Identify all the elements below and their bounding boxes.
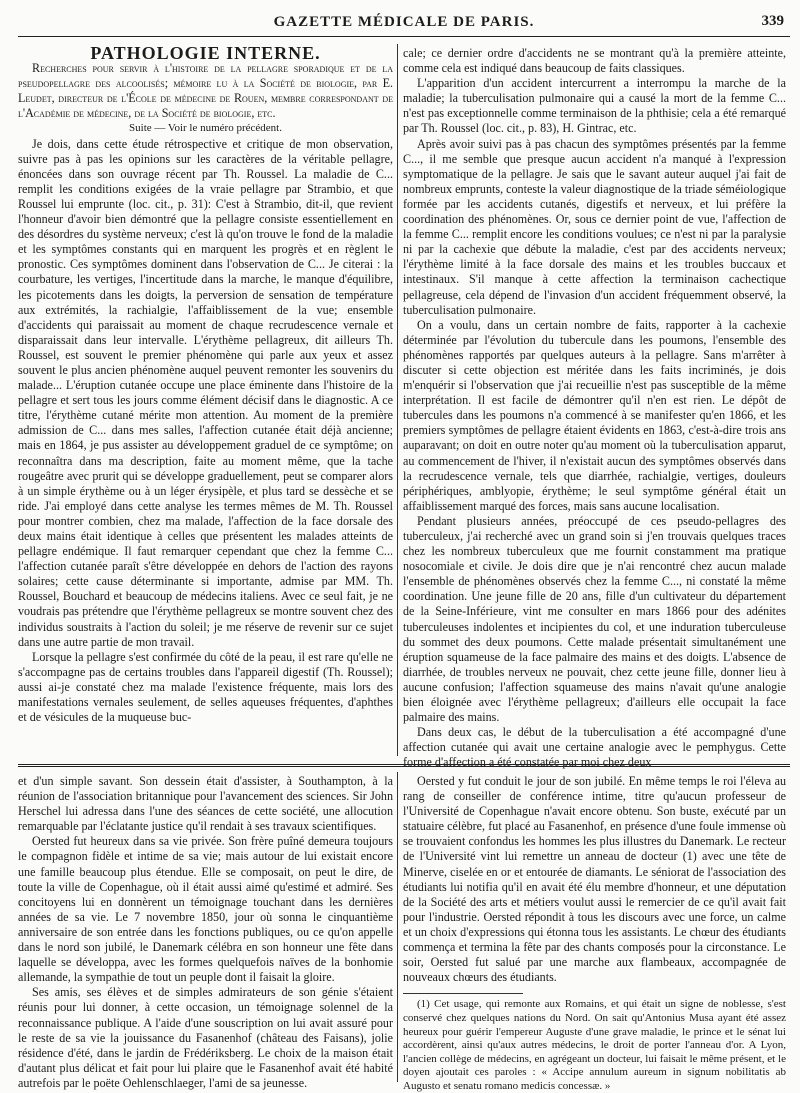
article-intro: Recherches pour servir à l'histoire de la pellagre sporadique et de la pseudopellagre des alcoolisés; mémoire lu à la Société de biologie, par E. Leudet, directeur de l'École de médecine de Rouen, membre correspondant de l'Académie de médecine, de la Société de biologie, etc.: [18, 61, 393, 121]
feuilleton-divider: [18, 764, 790, 770]
paragraph: cale; ce dernier ordre d'accidents ne se montrant qu'à la première atteinte, comme cela est indiqué dans beaucoup de faits classiques.: [403, 46, 786, 76]
article-column-left: [18, 43, 393, 754]
paragraph: Lorsque la pellagre s'est confirmée du côté de la peau, il est rare qu'elle ne s'accompagne pas de certains troubles dans l'appareil digestif (Th. Roussel); aussi ai-je constaté chez ma malade l'existence fréquente, mais lors des manifestations vernales seulement, de selles aqueuses fréquentes, d'aphthes et de vésicules de la muqueuse buc-: [18, 649, 393, 725]
paragraph: Oersted y fut conduit le jour de son jubilé. En même temps le roi l'éleva au rang de conseiller de conférence intime, titre qu'aucun professeur de l'Université de Copenhague n'avait encore obtenu. Son buste, exécuté par un statuaire célèbre, fut placé au Fasanenhof, en présence d'une foule immense où se trouvaient confondus les hommes les plus illustres du Danemark. Le recteur de l'Université vint lui remettre un anneau de docteur (1) avec une tête de Minerve, ciselée en or et entourée de diamants. Le séniorat de l'association des étudiants lui notifia qu'il en avait été élu membre d'honneur, et une députation de la Société des arts et métiers voulut aussi le remercier de ce qu'il avait fait pour l'industrie. Oersted répondit à tous les discours avec une force, un calme et un choix d'expressions qui étonna tous les assistants. Le chœur des étudiants commença et termina la fête par des chants composés pour la circonstance. Le soir, Oersted fut salué par une marche aux flambeaux, accompagnée de nouveaux chœurs des étudiants.: [403, 774, 786, 985]
section-title: PATHOLOGIE INTERNE.: [90, 43, 321, 63]
paragraph: et d'un simple savant. Son dessein était d'assister, à Southampton, à la réunion de l'association britannique pour l'avancement des sciences. Sir John Herschel lui adressa dans l'une des séances de cette société, une allocution remarquable par l'éclatante justice qu'il rendait à ses travaux scientifiques.: [18, 774, 393, 834]
page-number: 339: [761, 13, 784, 29]
footnote: (1) Cet usage, qui remonte aux Romains, et qui était un signe de noblesse, s'est conservé chez quelques nations du Nord. On sait qu'Antonius Musa ayant été assez heureux pour guérir l'empereur Auguste d'une grave maladie, le prince et le sénat lui accordèrent, ainsi qu'aux autres médecins, le droit de porter l'anneau d'or. A Lyon, l'ancien collège de médecins, en agrégeant un docteur, lui faisait le même présent, et le doyen ajoutait ces paroles : « Accipe annulum aureum in signum nobilitatis ab Augusto et senatu romano medicis concessæ. »: [403, 998, 786, 1092]
paragraph: Je dois, dans cette étude rétrospective et critique de mon observation, suivre pas à pas les opinions sur les caractères de la véritable pellagre, énoncées dans son ouvrage récent par Th. Roussel. La maladie de C... remplit les conditions exigées de la vraie pellagre par Strambio, et que Roussel lui emprunte (loc. cit., p. 31): C'est à Strambio, dit-il, que revient l'honneur d'avoir bien démontré que la pellagre consiste essentiellement en des désordres du système nerveux; c'est là qu'on trouve le fond de la maladie et les symptômes constants qui en marquent les progrès et en règlent le pronostic. Ces symptômes dominent dans l'observation de C... Je citerai : la courbature, les vertiges, l'incertitude dans la marche, le manque d'équilibre, les picotements dans les doigts, la perversion de sensation de température aux extrémités, la rachialgie, l'affaiblissement de la vue; ensemble d'accidents qui paraissait au moment de chaque recrudescence vernale et disparaissait dans leur intervalle. L'érythème pellagreux, dit ailleurs Th. Roussel, est souvent le premier phénomène qui parle aux yeux et assez souvent le plus ancien phénomène auquel peuvent remonter les souvenirs du malade... L'éruption cutanée occupe une place éminente dans l'histoire de la pellagre et sert tous les jours comme élément décisif dans le diagnostic. A ce titre, l'érythème cutané mérite mon attention. Au moment de la première admission de C... dans mes salles, l'affection cutanée était déjà ancienne; mais en 1864, je pus assister au développement graduel de ce symptôme; on reconnaîtra dans ma description, faite au moment même, que la tache rougeâtre avec prurit qui se développe graduellement, peut se comparer alors à un simple érythème ou à un léger érysipèle, et plus tard se dessèche et se ride. J'ai employé dans cette analyse les termes mêmes de M. Th. Roussel pour montrer combien, chez ma malade, l'affection de la face dorsale des deux mains était identique à celles que présentent les malades atteints de pellagre endémique. Il faut remarquer cependant que chez la femme C... l'affection cutanée paraît s'être développée en dehors de l'action des rayons solaires; cette cause déterminante si importante, admise par MM. Th. Roussel, Bouchard et beaucoup de médecins italiens. Avec ce seul fait, je ne voudrais pas prétendre que l'érythème pellagreux se montre souvent chez des individus soustraits à l'action du soleil; je me réserve de revenir sur ce sujet dans une autre partie de mon travail.: [18, 136, 393, 649]
feuilleton-column-left: [18, 774, 393, 1090]
paragraph: Après avoir suivi pas à pas chacun des symptômes présentés par la femme C..., il me semble que presque aucun accident n'a manqué à l'expression symptomatique de la pellagre. Je sais que le savant auteur auquel j'ai fait de nombreux emprunts, conteste la valeur diagnostique de la triade séméiologique formée par les accidents cutanés, digestifs et nerveux, et lui préfère la coordination des phénomènes. Or, sous ce dernier point de vue, l'affection de la femme C... remplit encore les conditions voulues; ce n'est ni par la paralysie ni par la cachexie que débute la maladie, c'est par des accidents nerveux; l'érythème limité à la face dorsale des mains et les troubles buccaux et intestinaux. S'il manque à cette affection la terminaison cachectique pellagreuse, cela dépend de l'invasion d'un accident fréquemment observé, la tuberculisation pulmonaire.: [403, 136, 786, 317]
paragraph: Dans deux cas, le début de la tuberculisation a été accompagné d'une affection cutanée qui avait une certaine analogie avec le pemphygus. Cette forme d'affection a été constatée par moi chez deux: [403, 725, 786, 770]
paragraph: L'apparition d'un accident intercurrent a interrompu la marche de la maladie; la tuberculisation pulmonaire qui a causé la mort de la femme C... n'est pas exceptionnelle comme terminaison de la phthisie; cela a été remarqué par Th. Roussel (loc. cit., p. 83), H. Gintrac, etc.: [403, 76, 786, 136]
footnote-rule: [403, 993, 523, 994]
column-divider: [397, 44, 398, 756]
feuilleton-column-right: [403, 774, 786, 1092]
paragraph: Pendant plusieurs années, préoccupé de ces pseudo-pellagres des tuberculeux, j'ai recherché avec un grand soin si j'en trouvais quelques traces chez les nombreux tuberculeux que me fournit constamment ma pratique nosocomiale et civile. Je dois dire que je n'ai rencontré chez aucun malade l'ensemble de phénomènes observés chez la femme C..., ni constaté la même coordination. Une jeune fille de 20 ans, fille d'un cultivateur du département de la Seine-Inférieure, vint me consulter en mars 1866 pour des adénites tuberculeuses indolentes et incipientes du col, et une induration tuberculeuse du sommet des deux poumons. Cette malade présentait simultanément une éruption squameuse de la face palmaire des mains et des doigts. L'absence de diarrhée, de troubles nerveux ne pouvait, chez cette jeune fille, donner lieu à aucune confusion; l'affection squameuse des mains n'avait qu'une analogie bien éloignée avec l'érythème pellagreux; d'ailleurs elle occupait la face palmaire des mains.: [403, 513, 786, 725]
paragraph: Ses amis, ses élèves et de simples admirateurs de son génie s'étaient réunis pour lui donner, à cette occasion, un témoignage solennel de la reconnaissance publique. A l'aide d'une souscription on lui avait assuré pour le reste de sa vie la jouissance du Fasanenhof (château des Faisans), jolie résidence d'été, dans le jardin de Frédériksberg. Le choix de la maison était d'autant plus délicat et fait pour lui plaire que le Fasanenhof avait été habité autrefois par le poëte Oehlenschlaeger, l'ami de sa jeunesse.: [18, 985, 393, 1090]
journal-title: GAZETTE MÉDICALE DE PARIS.: [273, 14, 535, 30]
paragraph: Oersted fut heureux dans sa vie privée. Son frère puîné demeura toujours le compagnon fidèle et intime de sa vie; mais autour de lui existait encore une famille beaucoup plus étendue. Elle se composait, on peut le dire, de toute la ville de Copenhague, où il était aussi aimé qu'estimé et admiré. Ses concitoyens lui en donnèrent un témoignage touchant dans les dernières années de sa vie. Le 7 novembre 1850, jour où sonna le cinquantième anniversaire de son entrée dans les fonctions publiques, ou ce qu'on appelle dans le nord son jubilé, le Danemark célébra en son honneur une fête dans laquelle se développa, avec les formes quelquefois naïves de la bonhomie allemande, la sympathie de tout un peuple dont il faisait la gloire.: [18, 834, 393, 985]
page-header: [18, 8, 790, 37]
continuation-note: Suite — Voir le numéro précédent.: [129, 122, 282, 135]
column-divider-lower: [397, 772, 398, 1082]
paragraph: On a voulu, dans un certain nombre de faits, rapporter à la cachexie déterminée par l'évolution du tubercule dans les poumons, l'ensemble des phénomènes rapportés par quelques auteurs à la pellagre. Sans m'arrêter à discuter si cette objection est méritée dans les faits incriminés, je dois m'enquérir si l'observation que j'ai recueillie n'est pas susceptible de la même interprétation. Il est facile de démontrer qu'il n'en est rien. Le dépôt de tubercules dans les poumons n'a commencé à se manifester qu'en 1866, et les premiers symptômes de pellagre étaient évidents en 1863, c'est-à-dire trois ans auparavant; on doit en outre noter qu'au moment où la tuberculisation apparut, au commencement de l'hiver, il n'existait aucun des symptômes observés dans la recrudescence vernale, tels que diarrhée, rachialgie, vertiges, douleurs périphériques, amblyopie, érythème; le seul symptôme général était un affaiblissement marqué des forces, mais sans aucune localisation.: [403, 317, 786, 513]
article-column-right: [403, 46, 786, 770]
